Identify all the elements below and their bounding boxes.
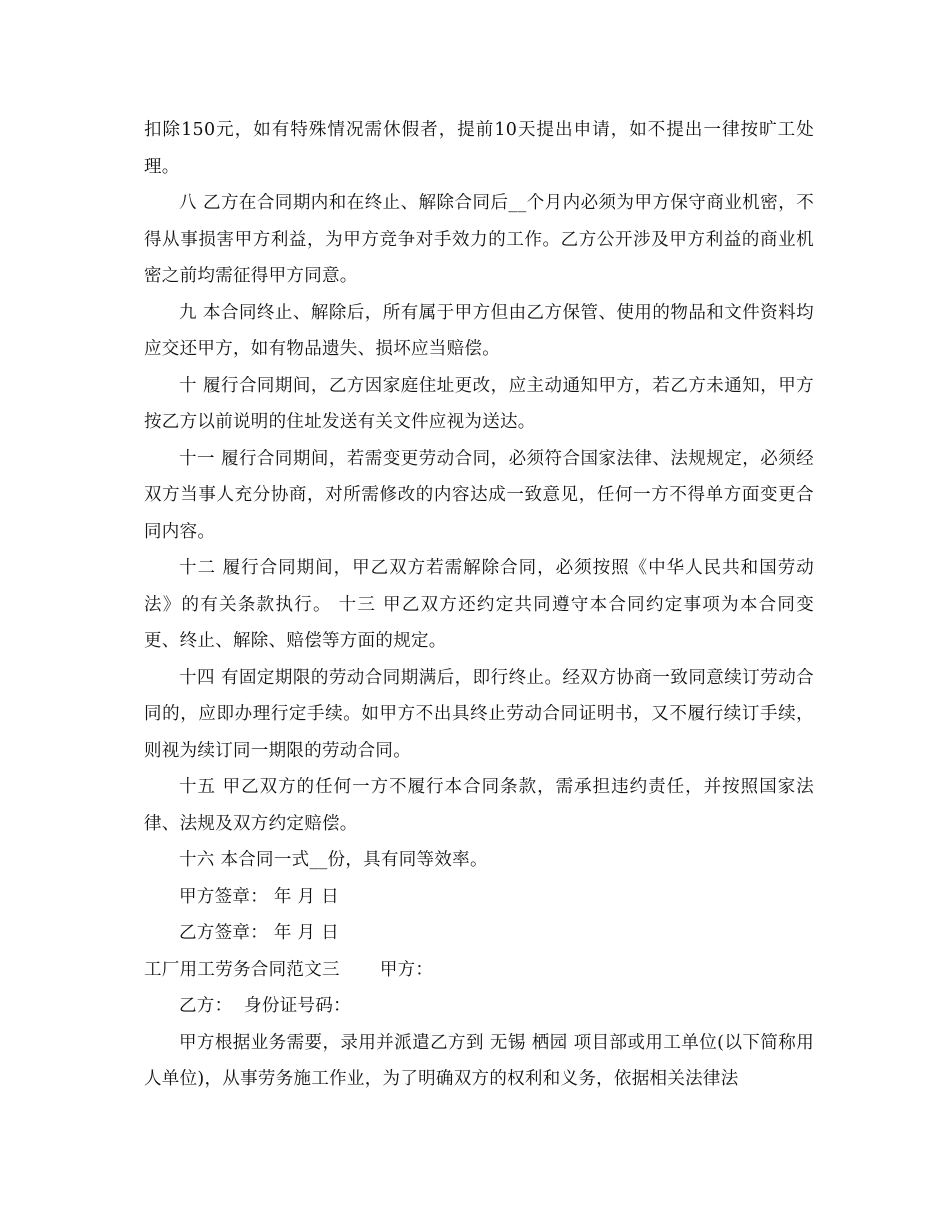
clause-8-confidentiality: 八 乙方在合同期内和在终止、解除合同后__个月内必须为甲方保守商业机密，不得从事损害甲方利益，为甲方竞争对手效力的工作。乙方公开涉及甲方利益的商业机密之前均需征得甲方同意。 xyxy=(144,193,814,286)
party-a-label: 甲方： xyxy=(379,959,434,980)
clause-16-copies: 十六 本合同一式__份，具有同等效率。 xyxy=(179,850,488,870)
clause-9-return-items: 九 本合同终止、解除后，所有属于甲方但由乙方保管、使用的物品和文件资料均应交还甲方，如有物品遗失、损坏应当赔偿。 xyxy=(144,302,814,359)
clause-15-breach: 十五 甲乙双方的任何一方不履行本合同条款，需承担违约责任，并按照国家法律、法规及双方约定赔偿。 xyxy=(144,777,814,834)
clause-10-address-change: 十 履行合同期间，乙方因家庭住址更改，应主动通知甲方，若乙方未通知，甲方按乙方以前说明的住址发送有关文件应视为送达。 xyxy=(144,375,814,432)
section-title: 工厂用工劳务合同范文三 xyxy=(144,959,340,980)
closing-paragraph: 甲方根据业务需要，录用并派遣乙方到 无锡 栖园 项目部或用工单位(以下简称用人单位)，从事劳务施工作业，为了明确双方的权利和义务，依据相关法律法 xyxy=(144,1032,814,1089)
party-b-signature-line: 乙方签章： 年 月 日 xyxy=(179,923,339,943)
paragraph-leave-deduction: 扣除150元，如有特殊情况需休假者，提前10天提出申请，如不提出一律按旷工处理。 xyxy=(144,120,814,177)
clause-11-contract-change: 十一 履行合同期间，若需变更劳动合同，必须符合国家法律、法规规定，必须经双方当事人充分协商，对所需修改的内容达成一致意见，任何一方不得单方面变更合同内容。 xyxy=(144,448,814,542)
section-title-line xyxy=(144,952,814,989)
party-b-id-line: 乙方： 身份证号码： xyxy=(179,996,351,1016)
contract-body xyxy=(144,112,814,1098)
clause-14-expiry: 十四 有固定期限的劳动合同期满后，即行终止。经双方协商一致同意续订劳动合同的，应即办理行定手续。如甲方不出具终止劳动合同证明书，又不履行续订手续，则视为续订同一期限的劳动合同。 xyxy=(144,667,814,761)
clause-12-13-termination: 十二 履行合同期间，甲乙双方若需解除合同，必须按照《中华人民共和国劳动法》的有关条款执行。 十三 甲乙双方还约定共同遵守本合同约定事项为本合同变更、终止、解除、赔偿等方面的规定。 xyxy=(144,558,814,651)
party-a-signature-line: 甲方签章： 年 月 日 xyxy=(179,886,339,907)
